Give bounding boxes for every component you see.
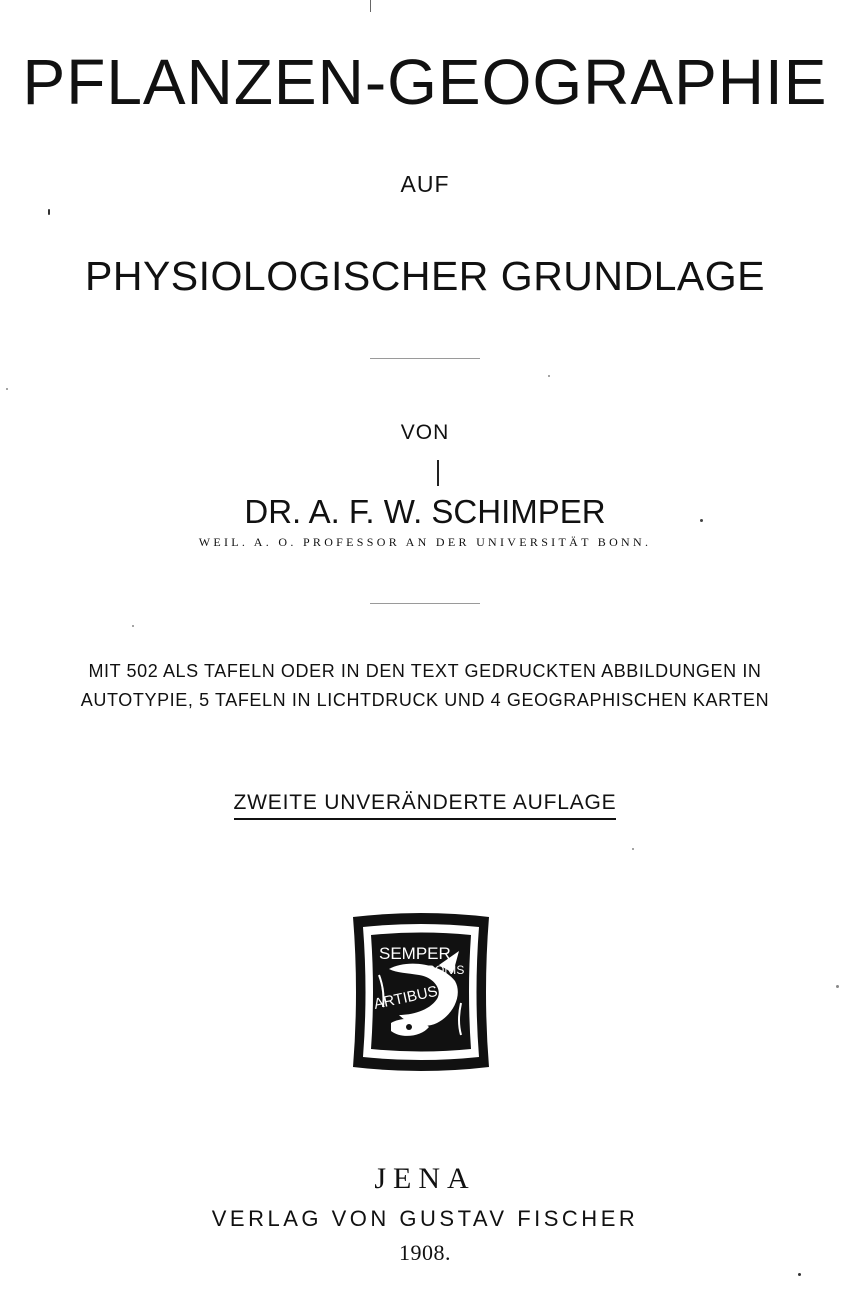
scan-speck (6, 388, 8, 390)
edition-block (0, 789, 850, 820)
scan-speck (548, 375, 550, 377)
mark-motto-bottom: ARTIBUS (372, 982, 440, 1013)
book-title: PFLANZEN-GEOGRAPHIE (22, 46, 828, 118)
scan-speck (798, 1273, 801, 1276)
scan-speck (632, 848, 634, 850)
printers-mark-icon (349, 911, 493, 1073)
scan-speck (700, 519, 703, 522)
publisher-name: VERLAG VON GUSTAV FISCHER (211, 1206, 639, 1231)
scan-speck (370, 0, 371, 12)
scan-speck (132, 625, 134, 627)
illustrations-note-line-1: MIT 502 ALS TAFELN ODER IN DEN TEXT GEDRUCKTEN ABBILDUNGEN IN (88, 661, 762, 681)
scan-speck (48, 209, 50, 215)
divider-rule-lower (370, 603, 480, 604)
scan-speck (836, 985, 839, 988)
illustrations-note-line-2: AUTOTYPIE, 5 TAFELN IN LICHTDRUCK UND 4 GEOGRAPHISCHEN KARTEN (80, 690, 770, 710)
stray-mark (437, 460, 439, 486)
author-name: DR. A. F. W. SCHIMPER (244, 493, 606, 530)
book-subtitle: PHYSIOLOGISCHER GRUNDLAGE (84, 253, 766, 299)
mark-motto-top: SEMPER (379, 944, 451, 963)
title-connector: AUF (400, 171, 450, 197)
publication-city: JENA (374, 1162, 476, 1195)
mark-motto-middle: BONIS (427, 963, 465, 977)
edition-statement: ZWEITE UNVERÄNDERTE AUFLAGE (234, 789, 617, 820)
divider-rule-upper (370, 358, 480, 359)
publication-year: 1908. (399, 1240, 451, 1265)
author-position: WEIL. A. O. PROFESSOR AN DER UNIVERSITÄT BONN. (198, 535, 652, 549)
by-line: VON (400, 421, 450, 444)
